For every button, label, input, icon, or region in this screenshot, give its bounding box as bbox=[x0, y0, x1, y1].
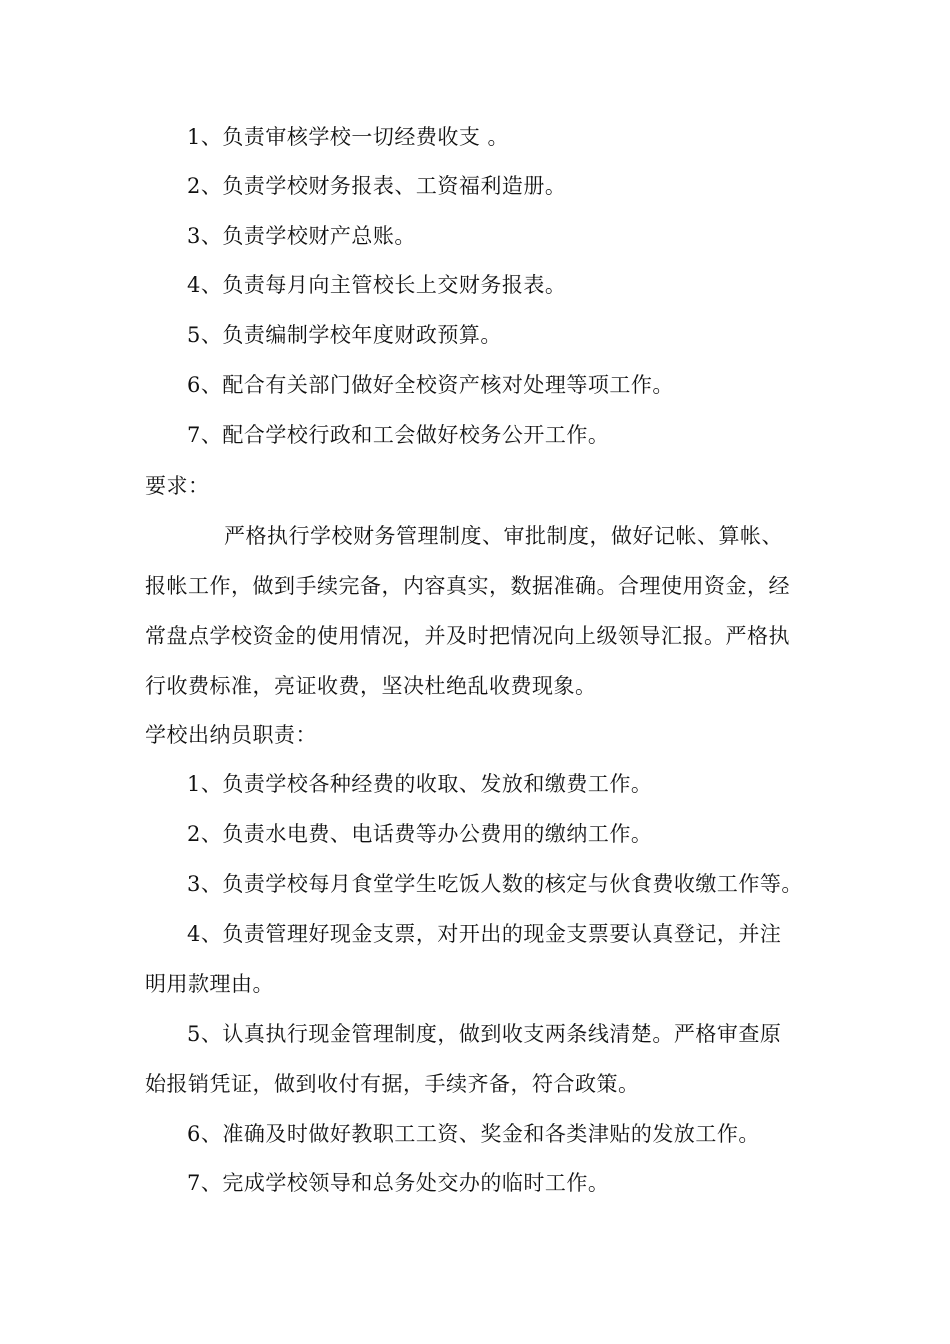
requirements-line-2: 报帐工作，做到手续完备，内容真实，数据准确。合理使用资金，经 bbox=[145, 574, 790, 598]
cashier-item-5-cont: 始报销凭证，做到收付有据，手续齐备，符合政策。 bbox=[145, 1072, 640, 1096]
cashier-item-4: 4、负责管理好现金支票，对开出的现金支票要认真登记，并注 bbox=[187, 922, 782, 946]
duty-item-1: 1、负责审核学校一切经费收支 。 bbox=[187, 125, 510, 149]
cashier-item-7: 7、完成学校领导和总务处交办的临时工作。 bbox=[187, 1171, 610, 1195]
requirements-line-3: 常盘点学校资金的使用情况，并及时把情况向上级领导汇报。严格执 bbox=[145, 624, 790, 648]
cashier-heading: 学校出纳员职责： bbox=[145, 723, 317, 747]
duty-item-5: 5、负责编制学校年度财政预算。 bbox=[187, 323, 502, 347]
cashier-item-6: 6、准确及时做好教职工工资、奖金和各类津贴的发放工作。 bbox=[187, 1122, 760, 1146]
requirements-line-4: 行收费标准，亮证收费，坚决杜绝乱收费现象。 bbox=[145, 674, 597, 698]
cashier-item-3: 3、负责学校每月食堂学生吃饭人数的核定与伙食费收缴工作等。 bbox=[187, 872, 803, 896]
cashier-item-2: 2、负责水电费、电话费等办公费用的缴纳工作。 bbox=[187, 822, 653, 846]
duty-item-7: 7、配合学校行政和工会做好校务公开工作。 bbox=[187, 423, 610, 447]
requirements-line-1: 严格执行学校财务管理制度、审批制度，做好记帐、算帐、 bbox=[224, 524, 783, 548]
cashier-item-1: 1、负责学校各种经费的收取、发放和缴费工作。 bbox=[187, 772, 653, 796]
duty-item-4: 4、负责每月向主管校长上交财务报表。 bbox=[187, 273, 567, 297]
cashier-item-4-cont: 明用款理由。 bbox=[145, 972, 274, 996]
cashier-item-5: 5、认真执行现金管理制度，做到收支两条线清楚。严格审查原 bbox=[187, 1022, 782, 1046]
duty-item-6: 6、配合有关部门做好全校资产核对处理等项工作。 bbox=[187, 373, 674, 397]
duty-item-3: 3、负责学校财产总账。 bbox=[187, 224, 416, 248]
duty-item-2: 2、负责学校财务报表、工资福利造册。 bbox=[187, 174, 567, 198]
requirements-heading: 要求： bbox=[145, 474, 210, 498]
